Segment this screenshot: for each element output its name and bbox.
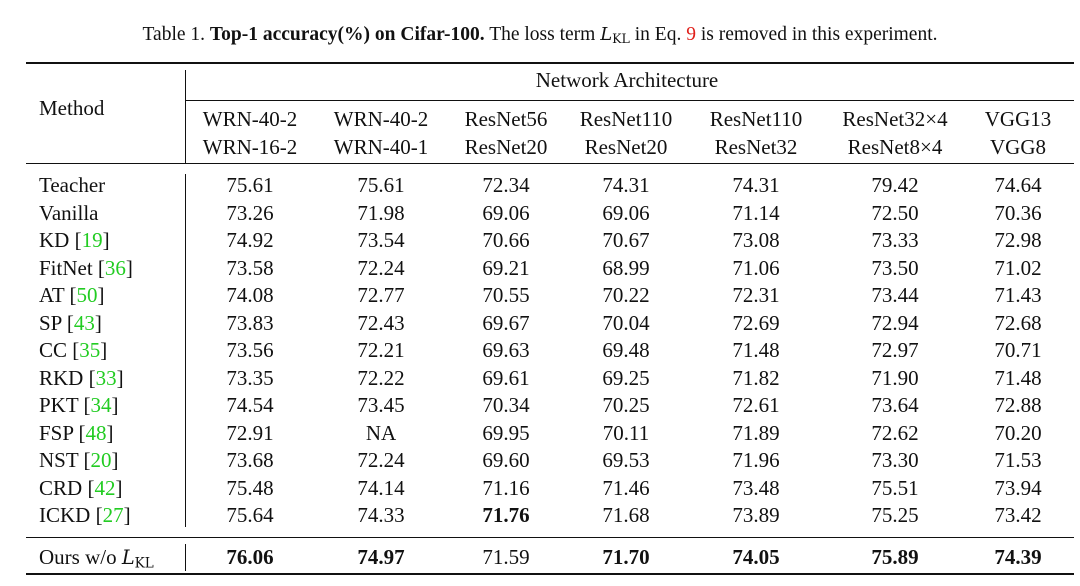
method-name: Teacher: [39, 173, 106, 197]
table-cell: 75.48: [226, 475, 274, 500]
table-cell: 70.20: [994, 420, 1042, 445]
table-cell: 73.56: [226, 338, 274, 362]
column-divider: [185, 70, 186, 163]
table-caption: [0, 24, 1080, 46]
column-student: ResNet32: [714, 135, 798, 159]
table-cell: 69.63: [482, 338, 530, 362]
table-cell: 73.33: [871, 228, 919, 252]
ours-cell: 71.59: [482, 545, 530, 569]
table-cell: 72.24: [357, 448, 405, 472]
method-name: FSP [48]: [39, 420, 114, 445]
table-cell: 72.97: [871, 338, 919, 362]
method-header: Method: [39, 96, 105, 120]
column-teacher: ResNet110: [579, 107, 673, 131]
table-cell: 72.77: [357, 283, 405, 307]
table-cell: NA: [365, 420, 397, 445]
method-name: AT [50]: [39, 283, 105, 307]
method-name: FitNet [36]: [39, 255, 133, 280]
column-teacher: ResNet32×4: [842, 107, 948, 131]
ours-cell: 71.70: [602, 545, 650, 569]
table-cell: 69.06: [482, 200, 530, 225]
table-cell: 72.94: [871, 310, 919, 335]
table-cell: 71.89: [732, 420, 780, 445]
ours-cell: 76.06: [226, 545, 274, 569]
table-cell: 71.53: [994, 448, 1042, 472]
column-student: ResNet20: [584, 135, 668, 159]
table-cell: 73.64: [871, 393, 919, 417]
citation-link[interactable]: 33: [95, 365, 117, 390]
table-cell: 73.94: [994, 475, 1042, 500]
table-cell: 70.67: [602, 228, 650, 252]
table-rule: [26, 163, 1074, 164]
table-cell: 75.25: [871, 503, 919, 527]
citation-link[interactable]: 48: [85, 420, 107, 445]
table-cell: 71.48: [994, 365, 1042, 390]
table-cell: 71.46: [602, 475, 650, 500]
column-student: VGG8: [990, 135, 1046, 159]
table-cell: 72.43: [357, 310, 405, 335]
table-cell: 70.22: [602, 283, 650, 307]
column-teacher: WRN-40-2: [333, 107, 429, 131]
table-cell: 74.31: [732, 173, 780, 197]
table-cell: 69.48: [602, 338, 650, 362]
citation-link[interactable]: 27: [102, 503, 124, 527]
table-cell: 71.43: [994, 283, 1042, 307]
table-cell: 71.16: [482, 475, 530, 500]
table-cell: 72.31: [732, 283, 780, 307]
table-cell: 71.48: [732, 338, 780, 362]
column-teacher: WRN-40-2: [202, 107, 298, 131]
table-rule: [26, 537, 1074, 538]
table-cell: 73.58: [226, 255, 274, 280]
table-cell: 69.60: [482, 448, 530, 472]
table-cell: 71.96: [732, 448, 780, 472]
table-cell: 71.02: [994, 255, 1042, 280]
caption-eq-link[interactable]: 9: [686, 24, 696, 45]
table-cell: 71.82: [732, 365, 780, 390]
table-cell: 75.64: [226, 503, 274, 527]
table-cell: 73.26: [226, 200, 274, 225]
table-cell: 72.62: [871, 420, 919, 445]
table-cell: 74.92: [226, 228, 274, 252]
method-name: PKT [34]: [39, 393, 119, 417]
table-cell: 70.04: [602, 310, 650, 335]
table-rule: [26, 573, 1074, 575]
citation-link[interactable]: 50: [76, 283, 98, 307]
table-cell: 73.50: [871, 255, 919, 280]
table-cell: 71.76: [482, 503, 530, 527]
column-divider: [185, 174, 186, 527]
column-student: ResNet20: [464, 135, 548, 159]
table-cell: 73.08: [732, 228, 780, 252]
table-cell: 74.64: [994, 173, 1042, 197]
loss-symbol: $L_{KL}$: [121, 546, 154, 572]
table-cell: 69.53: [602, 448, 650, 472]
table-cell: 75.51: [871, 475, 919, 500]
table-cell: 70.25: [602, 393, 650, 417]
caption-text-1: The loss term: [489, 24, 596, 45]
column-student: ResNet8×4: [847, 135, 943, 159]
table-cell: 72.88: [994, 393, 1042, 417]
method-name: Vanilla: [39, 200, 99, 225]
table-cell: 70.11: [602, 420, 650, 445]
ours-cell: 74.05: [732, 545, 780, 569]
caption-bold: Top-1 accuracy(%) on Cifar-100.: [209, 24, 485, 45]
table-cell: 72.61: [732, 393, 780, 417]
table-cell: 72.69: [732, 310, 780, 335]
caption-prefix: Table 1.: [142, 24, 206, 45]
table-cell: 73.35: [226, 365, 274, 390]
table-cell: 72.22: [357, 365, 405, 390]
table-cell: 72.24: [357, 255, 405, 280]
ours-cell: 75.89: [871, 545, 919, 569]
caption-text-2: in Eq.: [634, 24, 682, 45]
method-name: ICKD [27]: [39, 503, 131, 527]
table-cell: 71.68: [602, 503, 650, 527]
column-teacher: ResNet56: [464, 107, 548, 131]
table-cell: 73.89: [732, 503, 780, 527]
method-name: NST [20]: [39, 448, 119, 472]
table-cell: 68.99: [602, 255, 650, 280]
citation-link[interactable]: 35: [79, 338, 101, 362]
table-cell: 73.68: [226, 448, 274, 472]
group-header: Network Architecture: [535, 68, 719, 92]
table-cell: 71.98: [357, 200, 405, 225]
column-student: WRN-40-1: [333, 135, 429, 159]
table-cell: 79.42: [871, 173, 919, 197]
column-divider: [185, 544, 186, 571]
table-cell: 70.34: [482, 393, 530, 417]
method-name: CC [35]: [39, 338, 108, 362]
citation-link[interactable]: 43: [73, 310, 95, 335]
method-name: CRD [42]: [39, 475, 123, 500]
ours-method-name: Ours w/o $L_{KL}$: [39, 545, 154, 572]
table-cell: 69.21: [482, 255, 530, 280]
table-cell: 73.30: [871, 448, 919, 472]
method-name: RKD [33]: [39, 365, 124, 390]
table-cell: 75.61: [357, 173, 405, 197]
table-rule: [26, 62, 1074, 64]
caption-text-3: is removed in this experiment.: [700, 24, 938, 45]
table-cell: 69.25: [602, 365, 650, 390]
table-cell: 73.44: [871, 283, 919, 307]
table-cell: 70.55: [482, 283, 530, 307]
table-cell: 72.21: [357, 338, 405, 362]
ours-cell: 74.39: [994, 545, 1042, 569]
table-cell: 71.14: [732, 200, 780, 225]
column-student: WRN-16-2: [202, 135, 298, 159]
table-cell: 69.06: [602, 200, 650, 225]
table-cell: 73.45: [357, 393, 405, 417]
table-cell: 74.08: [226, 283, 274, 307]
table-cell: 74.31: [602, 173, 650, 197]
table-cell: 72.68: [994, 310, 1042, 335]
table-cell: 71.06: [732, 255, 780, 280]
citation-link[interactable]: 19: [81, 228, 103, 252]
table-cell: 70.36: [994, 200, 1042, 225]
table-cell: 70.71: [994, 338, 1042, 362]
table-cell: 73.83: [226, 310, 274, 335]
table-cell: 74.33: [357, 503, 405, 527]
table-cell: 72.91: [226, 420, 274, 445]
citation-link[interactable]: 20: [90, 448, 112, 472]
table-cell: 74.14: [357, 475, 405, 500]
method-name: SP [43]: [39, 310, 102, 335]
citation-link[interactable]: 34: [90, 393, 112, 417]
header-subrule: [186, 100, 1074, 101]
table-cell: 73.42: [994, 503, 1042, 527]
table-cell: 72.50: [871, 200, 919, 225]
ours-cell: 74.97: [357, 545, 405, 569]
column-teacher: VGG13: [984, 107, 1052, 131]
table-cell: 69.61: [482, 365, 530, 390]
table-cell: 73.48: [732, 475, 780, 500]
table-cell: 74.54: [226, 393, 274, 417]
table-cell: 70.66: [482, 228, 530, 252]
table-cell: 69.67: [482, 310, 530, 335]
table-cell: 72.98: [994, 228, 1042, 252]
citation-link[interactable]: 42: [94, 475, 116, 500]
column-teacher: ResNet110: [709, 107, 803, 131]
table-cell: 72.34: [482, 173, 530, 197]
table-cell: 71.90: [871, 365, 919, 390]
citation-link[interactable]: 36: [104, 255, 126, 280]
table-cell: 69.95: [482, 420, 530, 445]
method-name: KD [19]: [39, 228, 110, 252]
table-cell: 75.61: [226, 173, 274, 197]
caption-loss-symbol: $L_{KL}$: [600, 24, 630, 47]
table-cell: 73.54: [357, 228, 405, 252]
